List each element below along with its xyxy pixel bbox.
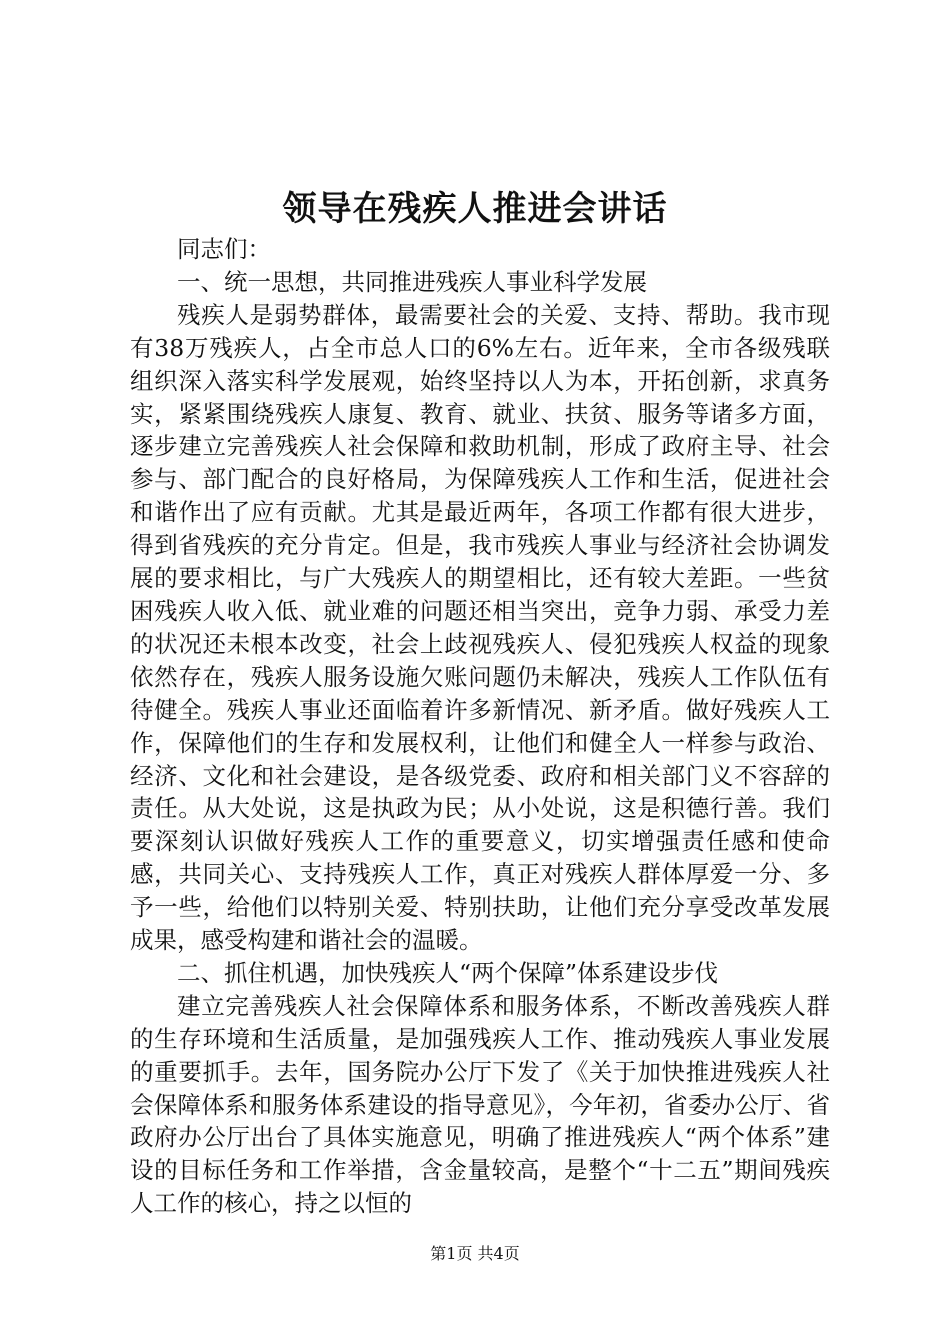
section-heading-1: 一、统一思想，共同推进残疾人事业科学发展 [177, 267, 647, 296]
body-paragraph-1: 残疾人是弱势群体，最需要社会的关爱、支持、帮助。我市现有38万残疾人，占全市总人口的6%左右。近年来，全市各级残联组织深入落实科学发展观，始终坚持以人为本，开拓创新，求真务实，紧紧围绕残疾人康复、教育、就业、扶贫、服务等诸多方面，逐步建立完善残疾人社会保障和救助机制，形成了政府主导、社会参与、部门配合的良好格局，为保障残疾人工作和生活，促进社会和谐作出了应有贡献。尤其是最近两年，各项工作都有很大进步，得到省残疾的充分肯定。但是，我市残疾人事业与经济社会协调发展的要求相比，与广大残疾人的期望相比，还有较大差距。一些贫困残疾人收入低、就业难的问题还相当突出，竞争力弱、承受力差的状况还未根本改变，社会上歧视残疾人、侵犯残疾人权益的现象依然存在，残疾人服务设施欠账问题仍未解决，残疾人工作队伍有待健全。残疾人事业还面临着许多新情况、新矛盾。做好残疾人工作，保障他们的生存和发展权利，让他们和健全人一样参与政治、经济、文化和社会建设，是各级党委、政府和相关部门义不容辞的责任。从大处说，这是执政为民；从小处说，这是积德行善。我们要深刻认识做好残疾人工作的重要意义，切实增强责任感和使命感，共同关心、支持残疾人工作，真正对残疾人群体厚爱一分、多予一些，给他们以特别关爱、特别扶助，让他们充分享受改革发展成果，感受构建和谐社会的温暖。 [130, 300, 830, 955]
body-paragraph-2: 建立完善残疾人社会保障体系和服务体系，不断改善残疾人群的生存环境和生活质量，是加强残疾人工作、推动残疾人事业发展的重要抓手。去年，国务院办公厅下发了《关于加快推进残疾人社会保障体系和服务体系建设的指导意见》，今年初，省委办公厅、省政府办公厅出台了具体实施意见，明确了推进残疾人“两个体系”建设的目标任务和工作举措，含金量较高，是整个“十二五”期间残疾人工作的核心，持之以恒的 [130, 991, 830, 1218]
page-footer: 第1页 共4页 [430, 1244, 520, 1263]
salutation-paragraph: 同志们： [177, 235, 271, 263]
section-heading-2: 二、抓住机遇，加快残疾人“两个保障”体系建设步伐 [177, 958, 719, 987]
document-title: 领导在残疾人推进会讲话 [282, 189, 668, 229]
document-body [130, 233, 830, 1220]
